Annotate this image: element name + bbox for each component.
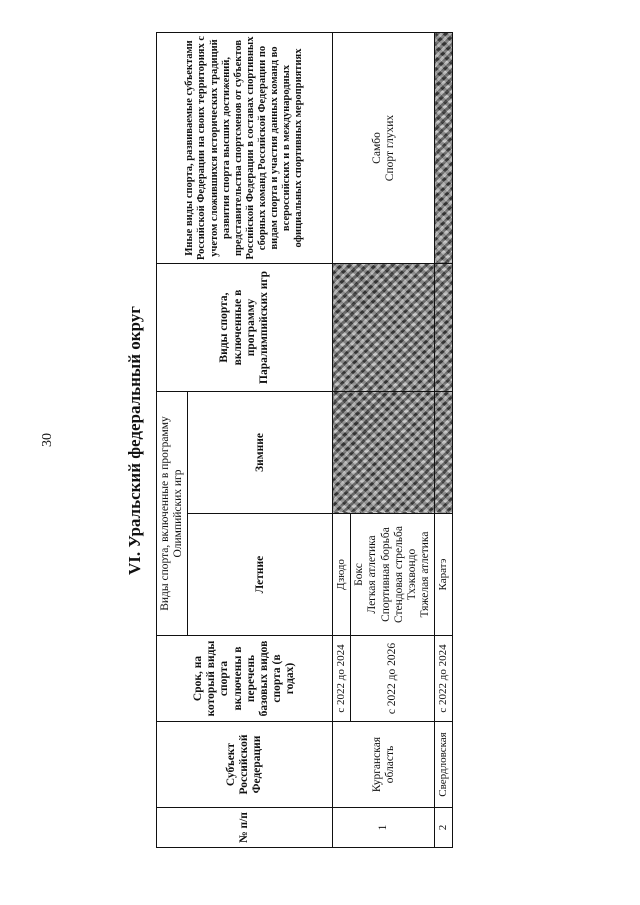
header-olympic: Виды спорта, включенные в программу Олимпийских игр — [157, 392, 188, 636]
header-winter: Зимние — [188, 392, 333, 514]
row2-other-empty — [435, 33, 453, 264]
row1-subject: Курганская область — [333, 722, 435, 808]
summer-sport-item: Легкая атлетика — [366, 535, 379, 614]
summer-sport-item: Стендовая стрельба — [392, 526, 405, 624]
header-summer: Летние — [188, 514, 333, 636]
row2-summer: Каратэ — [435, 514, 453, 636]
row1-summer-2 — [351, 514, 435, 636]
row2-paralympic-empty — [435, 264, 453, 392]
summer-sport-item: Тхэквондо — [405, 548, 418, 601]
header-row-1 — [157, 33, 188, 848]
row2-winter-empty — [435, 392, 453, 514]
row2-period: с 2022 до 2024 — [435, 636, 453, 722]
row1-summer-1: Дзюдо — [333, 514, 351, 636]
header-paralympic: Виды спорта, включенные в программу Паралимпийских игр — [157, 264, 333, 392]
summer-sport-item: Тяжелая атлетика — [419, 531, 432, 618]
sports-table — [156, 32, 453, 848]
header-period: Срок, на который виды спорта включены в перечень базовых видов спорта (в годах) — [157, 636, 333, 722]
rotated-sheet — [123, 33, 450, 848]
page-title: VI. Уральский федеральный округ — [125, 306, 144, 576]
table-row — [333, 33, 351, 848]
row2-subject: Свердловская — [435, 722, 453, 808]
page-number: 30 — [40, 433, 55, 447]
header-other: Иные виды спорта, развиваемые субъектами Российской Федерации на своих территориях с учетом сложившихся исторических традиций развития спорта высших достижений, представительства спортсменов от субъектов Российской Федерации в составах спортивных сборных команд Российской Федерации по видам спорта и участия данных команд во всероссийских и в международных официальных спортивных мероприятиях — [157, 33, 333, 264]
summer-sport-item: Бокс — [353, 563, 366, 586]
row1-period-1: с 2022 до 2024 — [333, 636, 351, 722]
row2-num: 2 — [435, 808, 453, 848]
header-subject: Субъект Российской Федерации — [157, 722, 333, 808]
other-sport-item: Спорт глухих — [383, 114, 396, 182]
table-row — [435, 33, 453, 848]
other-sport-item: Самбо — [370, 132, 383, 164]
row1-other — [333, 33, 435, 264]
row1-paralympic-empty — [333, 264, 435, 392]
header-num: № п/п — [157, 808, 333, 848]
row1-winter-empty — [333, 392, 435, 514]
summer-sport-item: Спортивная борьба — [379, 527, 392, 622]
row1-num: 1 — [333, 808, 435, 848]
row1-period-2: с 2022 до 2026 — [351, 636, 435, 722]
